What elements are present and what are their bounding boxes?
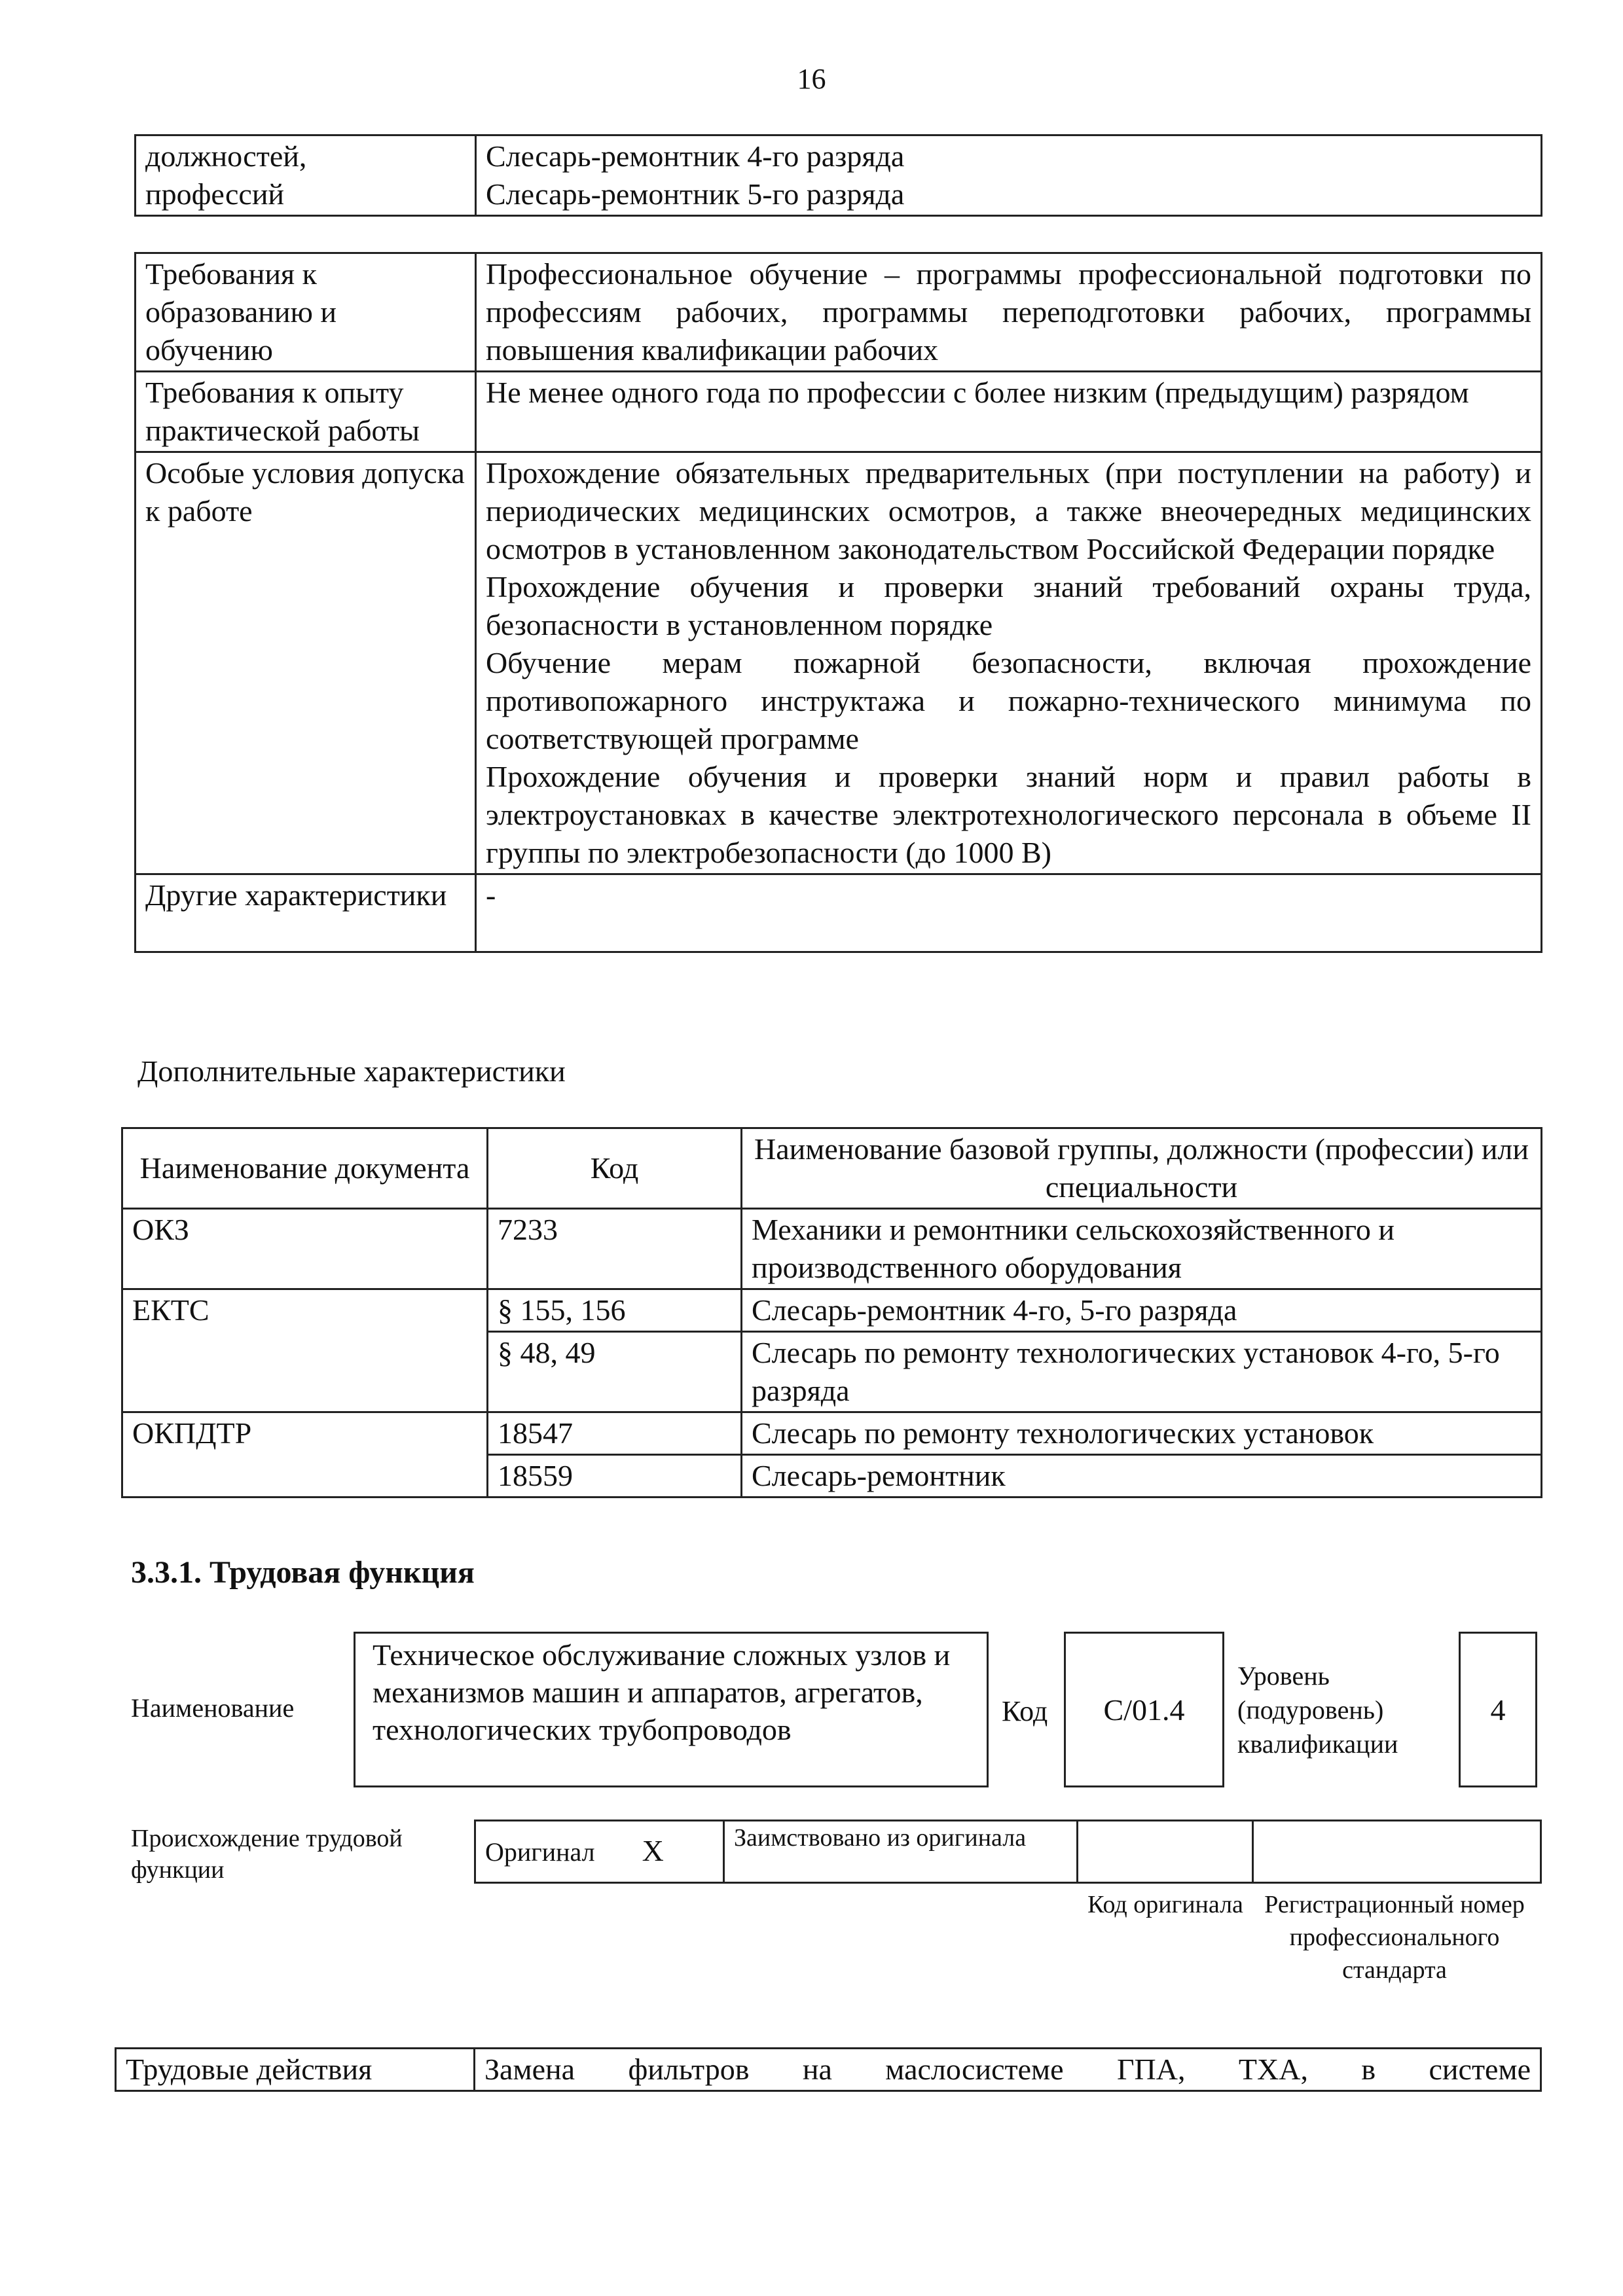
level-value: 4 — [1490, 1693, 1506, 1727]
requirement-label: Требования к опыту практической работы — [136, 372, 476, 452]
header-code: Код — [488, 1128, 742, 1209]
row-code: § 155, 156 — [488, 1289, 742, 1332]
borrowed-cell — [724, 1821, 1078, 1883]
positions-values — [476, 135, 1542, 216]
requirement-label: Другие характеристики — [136, 874, 476, 952]
row-doc: ОКПДТР — [122, 1412, 488, 1498]
requirement-paragraph: Прохождение обязательных предварительных (при поступлении на работу) и периодических медицинских осмотров, а также внеочередных медицинских осмотров в установленном законодательством Российской Федерации порядке — [486, 456, 1531, 565]
header-group-name: Наименование базовой группы, должности (профессии) или специальности — [742, 1128, 1542, 1209]
table-row — [122, 1289, 1542, 1332]
borrowed-label: Заимствовано из оригинала — [734, 1824, 1027, 1852]
additional-table — [121, 1127, 1542, 1498]
requirements-table — [134, 252, 1542, 953]
original-mark: X — [642, 1834, 664, 1867]
requirement-label: Особые условия допуска к работе — [136, 452, 476, 874]
header-document: Наименование документа — [122, 1128, 488, 1209]
requirement-row — [136, 253, 1542, 372]
row-name: Слесарь-ремонтник 4-го, 5-го разряда — [742, 1289, 1542, 1332]
requirement-paragraph: Прохождение обучения и проверки знаний норм и правил работы в электроустановках в качестве электротехнологического персонала в объеме II группы по электробезопасности (до 1000 В) — [486, 760, 1531, 869]
additional-header-row — [122, 1128, 1542, 1209]
row-doc: ЕКТС — [122, 1289, 488, 1412]
table-row — [122, 1412, 1542, 1455]
row-code: 7233 — [488, 1209, 742, 1289]
requirement-value: - — [476, 874, 1542, 952]
reg-number-label: Регистрационный номер профессионального стандарта — [1264, 1891, 1525, 1984]
function-code-label: Код — [1002, 1695, 1048, 1727]
position-item: Слесарь-ремонтник 4-го разряда — [486, 139, 905, 173]
page-number: 16 — [797, 63, 826, 95]
requirement-row — [136, 874, 1542, 952]
code-original-cell — [1078, 1821, 1253, 1883]
positions-label: должностей, профессий — [136, 135, 476, 216]
requirement-paragraph: Прохождение обучения и проверки знаний требований охраны труда, безопасности в установленном порядке — [486, 570, 1531, 641]
actions-label: Трудовые действия — [116, 2049, 475, 2091]
function-code-box — [1064, 1632, 1224, 1787]
row-name: Механики и ремонтники сельскохозяйственного и производственного оборудования — [742, 1209, 1542, 1289]
row-code: § 48, 49 — [488, 1332, 742, 1412]
additional-title: Дополнительные характеристики — [137, 1054, 566, 1088]
code-original-label: Код оригинала — [1087, 1891, 1243, 1918]
actions-table — [115, 2047, 1542, 2092]
requirement-paragraph: Обучение мерам пожарной безопасности, включая прохождение противопожарного инструктажа и пожарно-технического минимума по соответствующей программе — [486, 646, 1531, 755]
level-box — [1459, 1632, 1537, 1787]
function-heading: 3.3.1. Трудовая функция — [131, 1555, 475, 1590]
actions-value — [475, 2049, 1541, 2091]
positions-table — [134, 134, 1542, 217]
original-label: Оригинал — [485, 1837, 595, 1867]
requirement-value — [476, 452, 1542, 874]
requirement-label: Требования к образованию и обучению — [136, 253, 476, 372]
origin-label: Происхождение трудовой функции — [131, 1825, 403, 1884]
function-name-value: Техническое обслуживание сложных узлов и механизмов машин и аппаратов, агрегатов, технологических трубопроводов — [373, 1638, 951, 1746]
row-code: 18547 — [488, 1412, 742, 1455]
function-name-label: Наименование — [131, 1693, 295, 1723]
level-label: Уровень (подуровень) квалификации — [1237, 1661, 1398, 1759]
requirement-value: Не менее одного года по профессии с более низким (предыдущим) разрядом — [476, 372, 1542, 452]
function-name-box — [354, 1632, 989, 1787]
function-code-value: C/01.4 — [1103, 1693, 1185, 1727]
origin-table — [474, 1820, 1542, 1884]
requirement-value: Профессиональное обучение – программы профессиональной подготовки по профессиям рабочих, программы переподготовки рабочих, программы повышения квалификации рабочих — [476, 253, 1542, 372]
row-code: 18559 — [488, 1455, 742, 1498]
origin-original-cell — [475, 1821, 724, 1883]
requirement-row — [136, 452, 1542, 874]
position-item: Слесарь-ремонтник 5-го разряда — [486, 177, 905, 211]
table-row — [122, 1209, 1542, 1289]
row-name: Слесарь по ремонту технологических установок 4-го, 5-го разряда — [742, 1332, 1542, 1412]
row-doc: ОКЗ — [122, 1209, 488, 1289]
row-name: Слесарь по ремонту технологических установок — [742, 1412, 1542, 1455]
requirement-row — [136, 372, 1542, 452]
actions-value-text: Замена фильтров на маслосистеме ГПА, ТХА, в системе — [484, 2053, 1531, 2086]
reg-number-cell — [1253, 1821, 1541, 1883]
row-name: Слесарь-ремонтник — [742, 1455, 1542, 1498]
